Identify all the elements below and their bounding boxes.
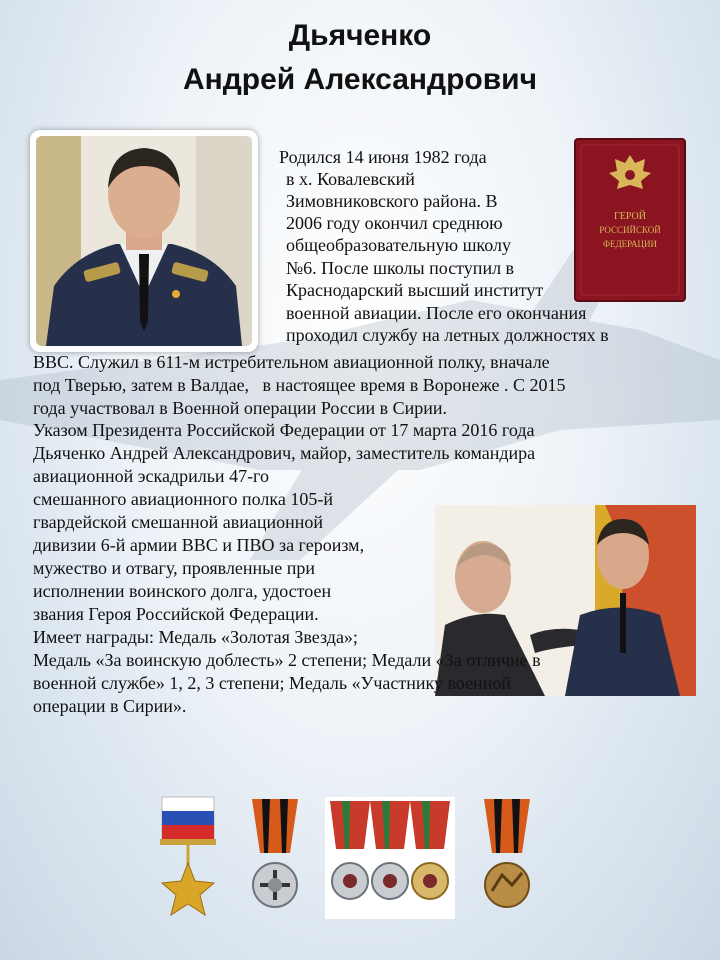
bio-line: исполнении воинского долга, удостоен xyxy=(33,581,332,601)
bio-line: под Тверью, затем в Валдае, в настоящее время в Воронеже . С 2015 xyxy=(33,375,566,395)
bio-line: общеобразовательную школу xyxy=(286,235,512,255)
bio-line: военной службе» 1, 2, 3 степени; Медаль «Участнику военной xyxy=(33,673,511,693)
bio-line: года участвовал в Военной операции России в Сирии. xyxy=(33,398,448,418)
bio-line: мужество и отвагу, проявленные при xyxy=(33,558,316,578)
portrait-photo xyxy=(30,130,258,352)
bio-line: операции в Сирии». xyxy=(33,696,187,716)
bio-line: звания Героя Российской Федерации. xyxy=(33,604,319,624)
bio-line: проходил службу на летных должностях в xyxy=(286,325,609,345)
syria-operation-medal-icon xyxy=(484,799,530,907)
bio-line: гвардейской смешанной авиационной xyxy=(33,512,324,532)
bio-line: Краснодарский высший институт xyxy=(286,280,544,300)
page-title-surname: Дьяченко xyxy=(288,19,432,52)
bio-line: авиационной эскадрильи 47-го xyxy=(33,466,269,486)
bio-line: ВВС. Служил в 611-м истребительном авиационной полку, вначале xyxy=(33,352,550,372)
bio-line: Зимовниковского района. В xyxy=(286,191,498,211)
bio-line: Дьяченко Андрей Александрович, майор, заместитель командира xyxy=(33,443,536,463)
bio-line: Медаль «За воинскую доблесть» 2 степени; Медали «За отличие в xyxy=(33,650,541,670)
gold-star-medal-icon xyxy=(160,797,216,915)
passport-line-1: ГЕРОЙ xyxy=(613,211,647,222)
bio-line: военной авиации. После его окончания xyxy=(286,303,587,323)
bio-line: дивизии 6-й армии ВВС и ПВО за героизм, xyxy=(33,535,365,555)
passport-line-2: РОССИЙСКОЙ xyxy=(599,225,661,235)
page-title-name: Андрей Александрович xyxy=(182,63,538,96)
bio-line: Родился 14 июня 1982 года xyxy=(279,147,487,167)
bio-line: 2006 году окончил среднюю xyxy=(286,213,503,233)
bio-line: Имеет награды: Медаль «Золотая Звезда»; xyxy=(33,627,358,647)
medals-row xyxy=(150,795,590,930)
military-valour-medal-icon xyxy=(252,799,298,907)
bio-line: №6. После школы поступил в xyxy=(286,258,515,278)
distinction-medals-icon xyxy=(325,797,455,919)
bio-line: смешанного авиационного полка 105-й xyxy=(33,489,333,509)
hero-passport-image xyxy=(573,137,687,303)
bio-line: Указом Президента Российской Федерации от 17 марта 2016 года xyxy=(33,420,535,440)
passport-line-3: ФЕДЕРАЦИИ xyxy=(602,239,658,249)
bio-line: в х. Ковалевский xyxy=(286,169,415,189)
